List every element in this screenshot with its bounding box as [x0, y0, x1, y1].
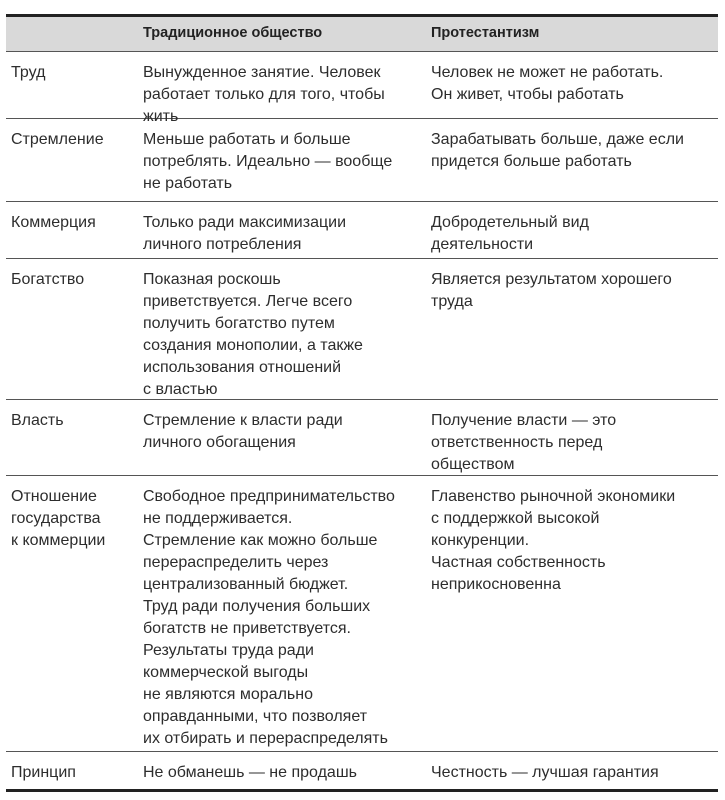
- row-protestant: Честность — лучшая гарантия: [431, 764, 659, 781]
- row-traditional: Показная роскошь приветствуется. Легче всего получить богатство путем создания монополии, а также использования отношений с властью: [143, 271, 363, 398]
- table-row: [6, 476, 718, 752]
- row-topic: Власть: [11, 412, 64, 429]
- table-row: [6, 202, 718, 259]
- row-protestant: Добродетельный вид деятельности: [431, 214, 589, 253]
- row-traditional: Свободное предпринимательство не поддерживается. Стремление как можно больше перераспределить через централизованный бюджет. Труд ради получения больших богатств не приветствуется. Результаты труда ради коммерческой выгоды не являются морально оправданными, что позволяет их отбирать и перераспределять: [143, 488, 395, 747]
- comparison-table: [6, 14, 718, 792]
- table-header: [6, 17, 718, 52]
- row-protestant: Человек не может не работать. Он живет, чтобы работать: [431, 64, 664, 103]
- row-topic: Отношение государства к коммерции: [11, 488, 106, 549]
- row-traditional: Стремление к власти ради личного обогащения: [143, 412, 343, 451]
- table-row: [6, 119, 718, 202]
- table-row: [6, 259, 718, 400]
- table-row: [6, 752, 718, 789]
- row-topic: Труд: [11, 64, 46, 81]
- header-protestantism: Протестантизм: [431, 25, 540, 41]
- header-traditional-society: Традиционное общество: [143, 25, 323, 41]
- row-topic: Богатство: [11, 271, 85, 288]
- row-traditional: Вынужденное занятие. Человек работает только для того, чтобы жить: [143, 64, 385, 125]
- row-traditional: Только ради максимизации личного потребления: [143, 214, 347, 253]
- row-topic: Коммерция: [11, 214, 96, 231]
- table-row: [6, 52, 718, 125]
- table-row: [6, 400, 718, 476]
- row-traditional: Не обманешь — не продашь: [143, 764, 357, 781]
- row-protestant: Главенство рыночной экономики с поддержкой высокой конкуренции. Частная собственность неприкосновенна: [431, 488, 676, 593]
- row-topic: Стремление: [11, 131, 104, 148]
- row-traditional: Меньше работать и больше потреблять. Идеально — вообще не работать: [143, 131, 393, 192]
- row-protestant: Зарабатывать больше, даже если придется больше работать: [431, 131, 684, 170]
- row-topic: Принцип: [11, 764, 76, 781]
- row-protestant: Получение власти — это ответственность перед обществом: [431, 412, 617, 473]
- row-protestant: Является результатом хорошего труда: [431, 271, 672, 310]
